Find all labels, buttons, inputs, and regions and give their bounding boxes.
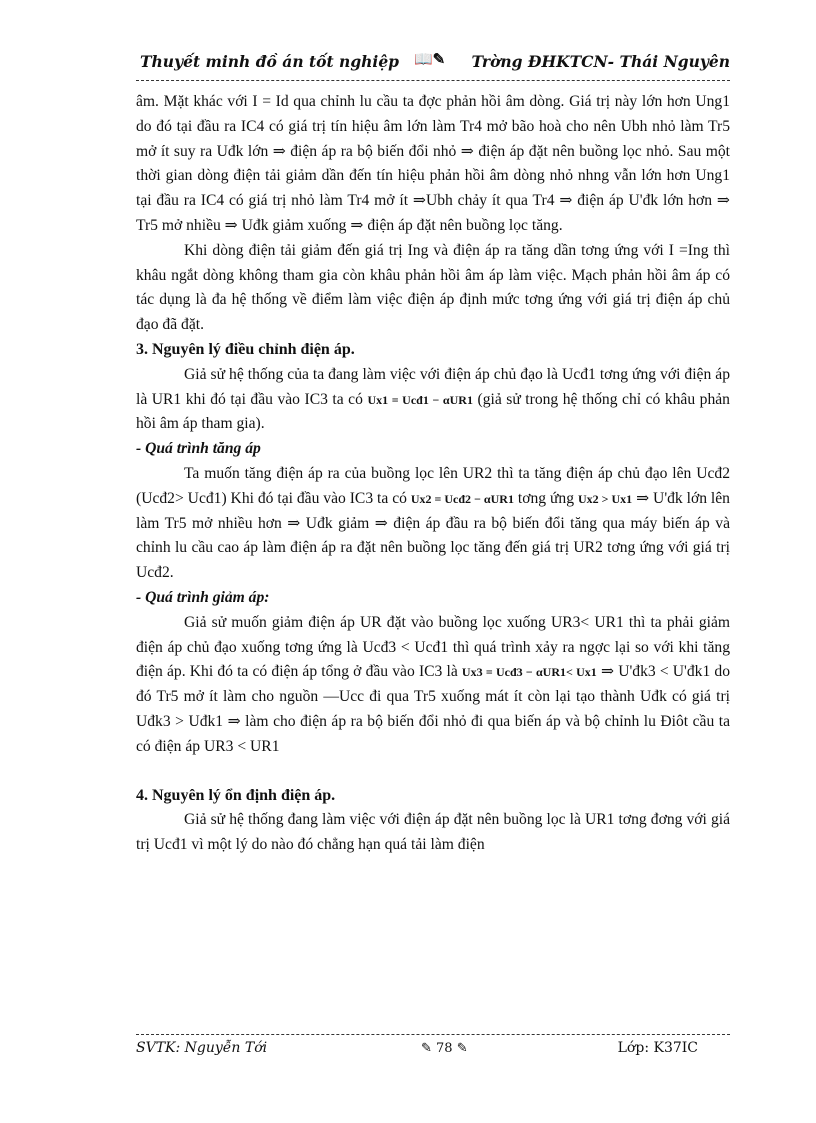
paragraph: [136, 611, 730, 760]
page-body: [136, 90, 730, 858]
spacer: [136, 760, 730, 784]
paragraph: [136, 462, 730, 586]
footer-author: SVTK: Nguyễn Tới: [136, 1040, 268, 1056]
subsection-heading: - Quá trình tăng áp: [136, 440, 261, 458]
paragraph-text: tơng ứng: [517, 489, 575, 507]
header-divider: [136, 80, 730, 81]
equation: Ux1 = Ucđ1 − αUR1: [367, 392, 473, 407]
section-heading: 3. Nguyên lý điều chỉnh điện áp.: [136, 340, 355, 358]
footer-divider: [136, 1034, 730, 1035]
paragraph-text: ⇒ U'đk lớn lên làm Tr5 mở nhiều hơn ⇒ Uđk giảm ⇒ điện áp đầu ra bộ biến đổi tăng qua máy biến áp và chỉnh lu cầu cao áp làm điện áp ra đặt nên buồng lọc tăng đến giá trị UR2 tơng ứng với giá trị Ucđ2.: [136, 489, 730, 582]
paragraph-text: Giả sử muốn giảm điện áp UR đặt vào buồng lọc xuống UR3< UR1 thì ta phải giảm điện áp chủ đạo xuống tơng ứng là Ucđ3 < Ucđ1 thì quá trình xảy ra ngợc lại so với khi tăng điện áp. Khi đó ta có điện áp tổng ở đầu vào IC3 là: [136, 613, 730, 681]
paragraph: Khi dòng điện tải giảm đến giá trị Ing và điện áp ra tăng dần tơng ứng với I =Ing thì khâu ngắt dòng không tham gia còn khâu phản hồi âm áp làm việc. Mạch phản hồi âm áp có tác dụng là đa hệ thống về điểm làm việc điện áp định mức tơng ứng với giá trị điện áp chủ đạo đã đặt.: [136, 241, 730, 334]
section-heading: 4. Nguyên lý ổn định điện áp.: [136, 786, 336, 804]
footer-class: Lớp: K37IC: [617, 1040, 698, 1056]
equation: Ux3 = Ucđ3 − αUR1< Ux1: [461, 665, 597, 680]
page-header: [136, 50, 730, 78]
page-number: ✎ 78 ✎: [421, 1041, 468, 1056]
paragraph: âm. Mặt khác với I = Id qua chỉnh lu cầu ta đợc phản hồi âm dòng. Giá trị này lớn hơn Ung1 do đó tại đầu ra IC4 có giá trị tín hiệu âm lớn làm Tr4 mở bão hoà cho nên Ubh nhỏ làm Tr5 mở ít suy ra Uđk lớn ⇒ điện áp ra bộ biến đổi nhỏ ⇒ điện áp đặt nên buồng lọc nhỏ. Sau một thời gian dòng điện tải giảm dần đến tín hiệu phản hồi âm dòng nhỏ nhng vẫn lớn hơn Ung1 tại đầu ra IC4 có giá trị nhỏ làm Tr4 mở ít ⇒Ubh chảy ít qua Tr4 ⇒ điện áp U'đk lớn hơn ⇒ Tr5 mở nhiều ⇒ Uđk giảm xuống ⇒ điện áp đặt nên buồng lọc tăng.: [136, 93, 730, 234]
subsection-heading: - Quá trình giảm áp:: [136, 588, 270, 606]
paragraph: Giả sử hệ thống đang làm việc với điện áp đặt nên buồng lọc là UR1 tơng đơng với giá trị Ucđ1 vì một lý do nào đó chẳng hạn quá tải làm điện: [136, 811, 730, 854]
header-title-left: Thuyết minh đồ án tốt nghiệp: [140, 52, 400, 71]
equation: Ux2 = Ucđ2 − αUR1: [410, 491, 514, 506]
page-footer: [136, 1040, 730, 1064]
header-title-right: Trờng ĐHKTCN- Thái Nguyên: [471, 52, 730, 71]
paragraph-text: (giả sử trong hệ thống chỉ có khâu phản hồi âm áp tham gia).: [136, 390, 730, 433]
book-pen-icon: 📖✎: [414, 50, 446, 68]
paragraph-text: Giả sử hệ thống của ta đang làm việc với điện áp chủ đạo là Ucđ1 tơng ứng với điện áp là UR1 khi đó tại đầu vào IC3 ta có: [136, 365, 730, 408]
paragraph: [136, 363, 730, 437]
paragraph-text: ⇒ U'đk3 < U'đk1 do đó Tr5 mở ít làm cho nguồn —Ucc đi qua Tr5 xuống mát ít còn lại tạo thành Uđk có giá trị Uđk3 > Uđk1 ⇒ làm cho điện áp ra bộ biến đổi nhỏ đi qua biến áp và bộ chỉnh lu Điôt cầu ta có điện áp UR3 < UR1: [136, 663, 730, 755]
equation: Ux2 > Ux1: [577, 491, 633, 506]
paragraph-text: Ta muốn tăng điện áp ra của buồng lọc lên UR2 thì ta tăng điện áp chủ đạo lên Ucđ2 (Ucđ2> Ucđ1) Khi đó tại đầu vào IC3 ta có: [136, 464, 730, 507]
